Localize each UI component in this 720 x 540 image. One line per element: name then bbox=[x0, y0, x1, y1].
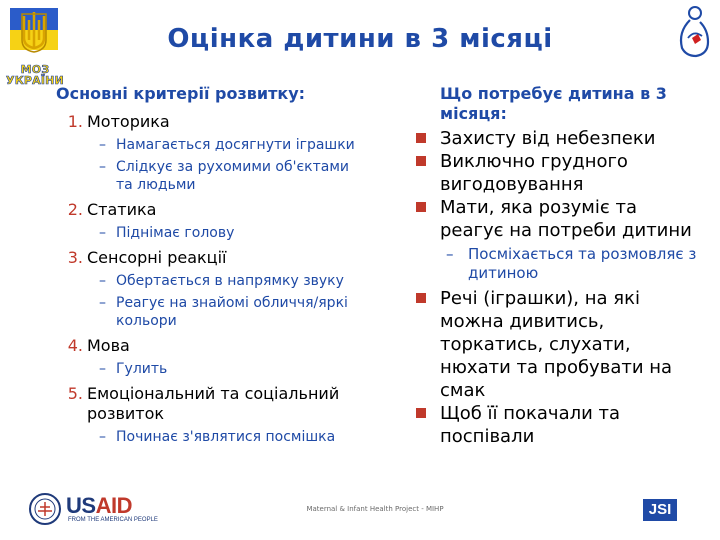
criterion-subitem bbox=[56, 360, 412, 378]
needs-section bbox=[416, 84, 716, 448]
dash-marker: – bbox=[99, 137, 106, 153]
dash-marker: – bbox=[99, 429, 106, 445]
criterion-subitem-text: Реагує на знайомі обличчя/яркі кольори bbox=[116, 295, 348, 329]
criterion-number: 3. bbox=[67, 248, 83, 267]
development-criteria-section bbox=[56, 84, 412, 452]
criteria-list bbox=[56, 112, 412, 446]
criterion-label: Сенсорні реакції bbox=[87, 248, 227, 267]
criterion-subitem-text: Гулить bbox=[116, 361, 168, 377]
need-item bbox=[416, 127, 716, 150]
criterion-row bbox=[56, 384, 412, 424]
criterion-subitem bbox=[56, 158, 412, 194]
criterion-item bbox=[56, 248, 412, 330]
criterion-row bbox=[56, 248, 412, 268]
criterion-row bbox=[56, 200, 412, 220]
dash-marker: – bbox=[99, 295, 106, 311]
needs-heading: Що потребує дитина в 3 місяця: bbox=[440, 84, 667, 123]
criterion-subitem-text: Намагається досягнути іграшки bbox=[116, 137, 355, 153]
criterion-label: Моторика bbox=[87, 112, 170, 131]
page-title: Оцінка дитини в 3 місяці bbox=[167, 24, 553, 54]
criterion-sublist bbox=[56, 360, 412, 378]
criterion-number: 4. bbox=[67, 336, 83, 355]
criterion-number: 2. bbox=[67, 200, 83, 219]
criterion-subitem bbox=[56, 272, 412, 290]
criterion-sublist bbox=[56, 428, 412, 446]
need-item-text: Щоб її покачали та поспівали bbox=[440, 403, 621, 447]
criterion-number: 5. bbox=[67, 384, 83, 403]
dash-marker: – bbox=[99, 225, 106, 241]
criteria-heading: Основні критерії розвитку: bbox=[56, 84, 306, 103]
criterion-item bbox=[56, 384, 412, 446]
need-item bbox=[416, 402, 716, 448]
criterion-subitem-text: Починає з'являтися посмішка bbox=[116, 429, 336, 445]
criterion-sublist bbox=[56, 224, 412, 242]
project-footer: Maternal & Infant Health Project - MIHP bbox=[306, 505, 444, 513]
criterion-item bbox=[56, 336, 412, 378]
criterion-number: 1. bbox=[67, 112, 83, 131]
need-subitem-text: Посміхається та розмовляє з дитиною bbox=[468, 245, 697, 282]
usaid-tagline: FROM THE AMERICAN PEOPLE bbox=[68, 517, 158, 523]
criterion-label: Мова bbox=[87, 336, 130, 355]
need-item-text: Мати, яка розуміє та реагує на потреби дитини bbox=[440, 197, 692, 241]
square-bullet-icon bbox=[416, 408, 426, 418]
criterion-subitem-text: Піднімає голову bbox=[116, 225, 235, 241]
usaid-wordmark bbox=[66, 493, 132, 519]
dash-marker: – bbox=[99, 273, 106, 289]
criterion-subitem-text: Слідкує за рухомими об'єктами та людьми bbox=[116, 159, 350, 193]
criterion-subitem bbox=[56, 136, 412, 154]
need-item bbox=[416, 150, 716, 196]
needs-list bbox=[416, 127, 716, 448]
criterion-sublist bbox=[56, 272, 412, 330]
need-item-text: Виключно грудного вигодовування bbox=[440, 151, 628, 195]
square-bullet-icon bbox=[416, 133, 426, 143]
moz-logo-text bbox=[2, 64, 68, 86]
criterion-label: Статика bbox=[87, 200, 157, 219]
need-sublist bbox=[440, 245, 716, 283]
criterion-row bbox=[56, 112, 412, 132]
mother-and-child-icon bbox=[668, 4, 718, 60]
jsi-logo: JSI bbox=[643, 499, 677, 521]
criterion-item bbox=[56, 112, 412, 194]
need-item-text: Захисту від небезпеки bbox=[440, 128, 656, 149]
usaid-us: US bbox=[66, 493, 96, 518]
need-item bbox=[416, 287, 716, 402]
moz-logo-line1: МОЗ bbox=[20, 63, 50, 76]
square-bullet-icon bbox=[416, 156, 426, 166]
criterion-subitem bbox=[56, 224, 412, 242]
moz-logo-line2: УКРАЇНИ bbox=[6, 74, 64, 87]
criterion-sublist bbox=[56, 136, 412, 194]
dash-marker: – bbox=[99, 361, 106, 377]
need-subitem bbox=[440, 245, 716, 283]
square-bullet-icon bbox=[416, 293, 426, 303]
criterion-subitem-text: Обертається в напрямку звуку bbox=[116, 273, 344, 289]
square-bullet-icon bbox=[416, 202, 426, 212]
criterion-item bbox=[56, 200, 412, 242]
dash-marker: – bbox=[446, 245, 454, 263]
dash-marker: – bbox=[99, 159, 106, 175]
need-item bbox=[416, 196, 716, 242]
usaid-aid: AID bbox=[95, 493, 132, 518]
criterion-subitem bbox=[56, 294, 412, 330]
need-item-text: Речі (іграшки), на які можна дивитись, торкатись, слухати, нюхати та пробувати на смак bbox=[440, 288, 673, 401]
criterion-subitem bbox=[56, 428, 412, 446]
criterion-row bbox=[56, 336, 412, 356]
criterion-label: Емоціональний та соціальний розвиток bbox=[87, 384, 340, 423]
